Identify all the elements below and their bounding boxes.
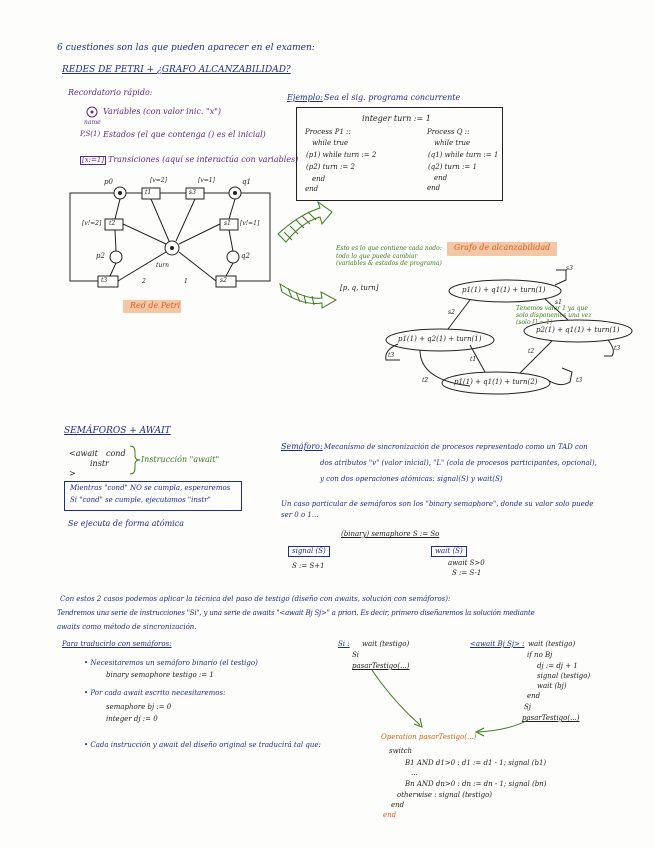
semaphore-line-2: y con dos operaciones atómicas: signal(S) y wait(S) xyxy=(320,475,503,483)
net-label-q2: q2 xyxy=(241,252,250,260)
si-label: Si : xyxy=(338,640,350,648)
graph-note-text: Tenemos valor 1 ya que solo disponemos una vez (solo [] = 1) xyxy=(516,305,592,327)
graph-node-0: p1(1) + q1(1) + turn(1) xyxy=(462,286,546,294)
net-label-s2: s2 xyxy=(220,277,227,284)
edge-label-2: s1 xyxy=(555,299,562,306)
await-cond: cond xyxy=(106,449,126,458)
await-instruction-label: Instrucción "await" xyxy=(141,455,220,464)
net-label-s1: s1 xyxy=(224,220,231,227)
net-label-v12: [v=2] xyxy=(150,177,167,184)
green-tuple: [p, q, turn] xyxy=(340,284,379,292)
await-instr: instr xyxy=(90,459,109,468)
bullet-1-text: Por cada await escrito necesitaremos: xyxy=(90,689,226,697)
graph-title: Grafo de alcanzabilidad xyxy=(454,243,551,252)
binary-line-0: Un caso particular de semáforos son los "binary semaphore", donde su valor solo puede xyxy=(281,500,594,508)
net-label-turn: turn xyxy=(156,262,170,269)
si-code-0: wait (testigo) xyxy=(362,640,410,648)
recordatorio-label: Recordatorio rápido: xyxy=(68,88,153,97)
bullet-2-title: • Cada instrucción y await del diseño original se traducirá tal que: xyxy=(84,741,321,749)
wait-body-1: S := S-1 xyxy=(452,569,482,577)
net-label-w2: 2 xyxy=(142,278,146,285)
edge-label-3: t3 xyxy=(388,352,395,359)
await-code-1: if no Bj xyxy=(527,651,553,659)
await-code-6: Sj xyxy=(524,703,531,711)
section-semaphore-title: SEMÁFOROS + AWAIT xyxy=(64,426,171,436)
await-code-3: signal (testigo) xyxy=(537,672,591,680)
q-line-5: end xyxy=(427,184,441,192)
await-code-2: dj := dj + 1 xyxy=(537,662,578,670)
atomic-note: Se ejecuta de forma atómica xyxy=(68,519,184,528)
si-code-1: Si xyxy=(352,651,360,659)
bullet-1-code-0: semaphore bj := 0 xyxy=(106,703,172,711)
bullet-0-title: • Necesitaremos un semáforo binario (el testigo) xyxy=(84,659,258,667)
op-code-3: Bn AND dn>0 : dn := dn - 1; signal (bn) xyxy=(405,780,547,788)
si-code-2: pasarTestigo(...) xyxy=(352,662,410,670)
example-text: Sea el sig. programa concurrente xyxy=(324,93,461,102)
net-label-p0: p0 xyxy=(104,178,113,186)
q-line-0: Process Q :: xyxy=(427,128,470,136)
green-note-text: Esto es lo que contiene cada nodo: todo lo que puede cambiar (variables & estados de programa) xyxy=(336,245,442,267)
testigo-line-1: Tendremos una serie de instrucciones "Si", y una serie de awaits "<await Bj Sj>" a priori. Es decir, primero diseñaremos la solución mediante xyxy=(57,609,535,617)
semaphore-line-1: dos atributos "v" (valor inicial), "L" (cola de procesos participantes, opcional), xyxy=(320,459,597,467)
net-label-s3: s3 xyxy=(189,189,196,196)
p-line-2: (p1) while turn := 2 xyxy=(306,151,377,159)
await-code-5: end xyxy=(527,692,541,700)
semaphore-title: Semáforo: xyxy=(281,442,323,451)
net-caption: Red de Petri xyxy=(130,301,181,310)
bullet-0-text: Necesitaremos un semáforo binario (el testigo) xyxy=(90,659,258,667)
net-label-v1: [v=1] xyxy=(198,177,215,184)
op-code-2: ... xyxy=(411,769,418,777)
net-label-w1: 1 xyxy=(184,278,188,285)
net-label-vn2: [v!=2] xyxy=(82,220,102,227)
edge-label-6: t3 xyxy=(614,345,621,352)
bullet-1-title: • Por cada await escrito necesitaremos: xyxy=(84,689,226,697)
q-line-2: (q1) while turn := 1 xyxy=(428,151,499,159)
signal-body: S := S+1 xyxy=(292,562,325,570)
edge-label-7: t2 xyxy=(422,377,429,384)
p-line-4: end xyxy=(312,175,326,183)
legend-state-symbol: P,S(1) xyxy=(80,130,101,138)
net-label-vn1: [v!=1] xyxy=(240,220,260,227)
op-code-0: switch xyxy=(389,747,413,755)
translate-label: Para traducirlo con semáforos: xyxy=(62,640,172,648)
edge-label-4: t1 xyxy=(470,356,477,363)
section-petri-title: REDES DE PETRI + ¿GRAFO ALCANZABILIDAD? xyxy=(62,65,291,75)
await-bj-label: <await Bj Sj> : xyxy=(470,640,525,648)
net-label-p2: p2 xyxy=(96,252,105,260)
edge-label-0: s3 xyxy=(566,265,573,272)
program-header: integer turn := 1 xyxy=(362,114,431,123)
wait-body-0: await S>0 xyxy=(448,559,485,567)
legend-state-text: Estados (el que contenga () es el inicial) xyxy=(103,130,266,139)
bullet-0-code: binary semaphore testigo := 1 xyxy=(106,671,214,679)
legend-transition-text: Transiciones (aquí se interactúa con variables) xyxy=(108,155,299,164)
p-line-1: while true xyxy=(312,139,349,147)
graph-node-3: p1(1) + q1(1) + turn(2) xyxy=(454,378,538,386)
await-close: > xyxy=(69,469,76,478)
await-open: <await xyxy=(69,449,98,458)
op-end: end xyxy=(383,811,397,819)
example-label: Ejemplo: xyxy=(287,93,323,102)
signal-header: signal (S) xyxy=(288,546,330,557)
net-label-t2: t2 xyxy=(109,220,116,227)
op-code-1: B1 AND d1>0 : d1 := d1 - 1; signal (b1) xyxy=(405,759,547,767)
legend-variable-name: name xyxy=(84,119,101,126)
q-line-1: while true xyxy=(434,139,471,147)
operation-label: Operation pasarTestigo(...) xyxy=(381,733,477,741)
bullet-2-text: Cada instrucción y await del diseño original se traducirá tal que: xyxy=(90,741,321,749)
binary-declaration: (binary) semaphore S := So xyxy=(341,530,440,538)
await-code-7: pasarTestigo(...) xyxy=(522,714,580,722)
edge-label-8: t3 xyxy=(576,377,583,384)
net-label-t3: t3 xyxy=(101,277,108,284)
legend-variable-text: Variables (con valor inic. "x") xyxy=(103,107,221,116)
p-line-0: Process P1 :: xyxy=(305,128,351,136)
legend-transition-symbol: [x:=1] xyxy=(82,156,105,164)
intro-line: 6 cuestiones son las que pueden aparecer en el examen: xyxy=(57,43,315,53)
edge-label-5: t2 xyxy=(528,348,535,355)
bullet-1-code-1: integer dj := 0 xyxy=(106,715,158,723)
await-explain-1: Si "cond" se cumple, ejecutamos "instr" xyxy=(70,496,211,504)
await-explain-0: Mientras "cond" NO se cumpla, esperaremos xyxy=(70,484,231,492)
q-line-4: end xyxy=(434,174,448,182)
q-line-3: (q2) turn := 1 xyxy=(428,163,477,171)
wait-header: wait (S) xyxy=(431,546,467,557)
graph-node-1: p1(1) + q2(1) + turn(1) xyxy=(398,335,482,343)
edge-label-1: s2 xyxy=(448,309,455,316)
p-line-5: end xyxy=(305,185,319,193)
p-line-3: (p2) turn := 2 xyxy=(306,163,355,171)
testigo-line-2: awaits como método de sincronización. xyxy=(57,623,197,631)
await-code-4: wait (bj) xyxy=(537,682,567,690)
op-code-4: otherwise : signal (testigo) xyxy=(397,791,493,799)
testigo-line-0: Con estos 2 casos podemos aplicar la técnica del paso de testigo (diseño con awaits, solución con semáforos): xyxy=(60,595,451,603)
graph-node-2: p2(1) + q1(1) + turn(1) xyxy=(536,326,620,334)
net-label-t1: t1 xyxy=(145,189,152,196)
op-code-5: end xyxy=(391,801,405,809)
binary-line-1: ser 0 o 1... xyxy=(281,511,319,519)
await-code-0: wait (testigo) xyxy=(528,640,576,648)
semaphore-line-0: Mecanismo de sincronización de procesos representado como un TAD con xyxy=(324,443,588,451)
net-label-q1: q1 xyxy=(242,178,251,186)
